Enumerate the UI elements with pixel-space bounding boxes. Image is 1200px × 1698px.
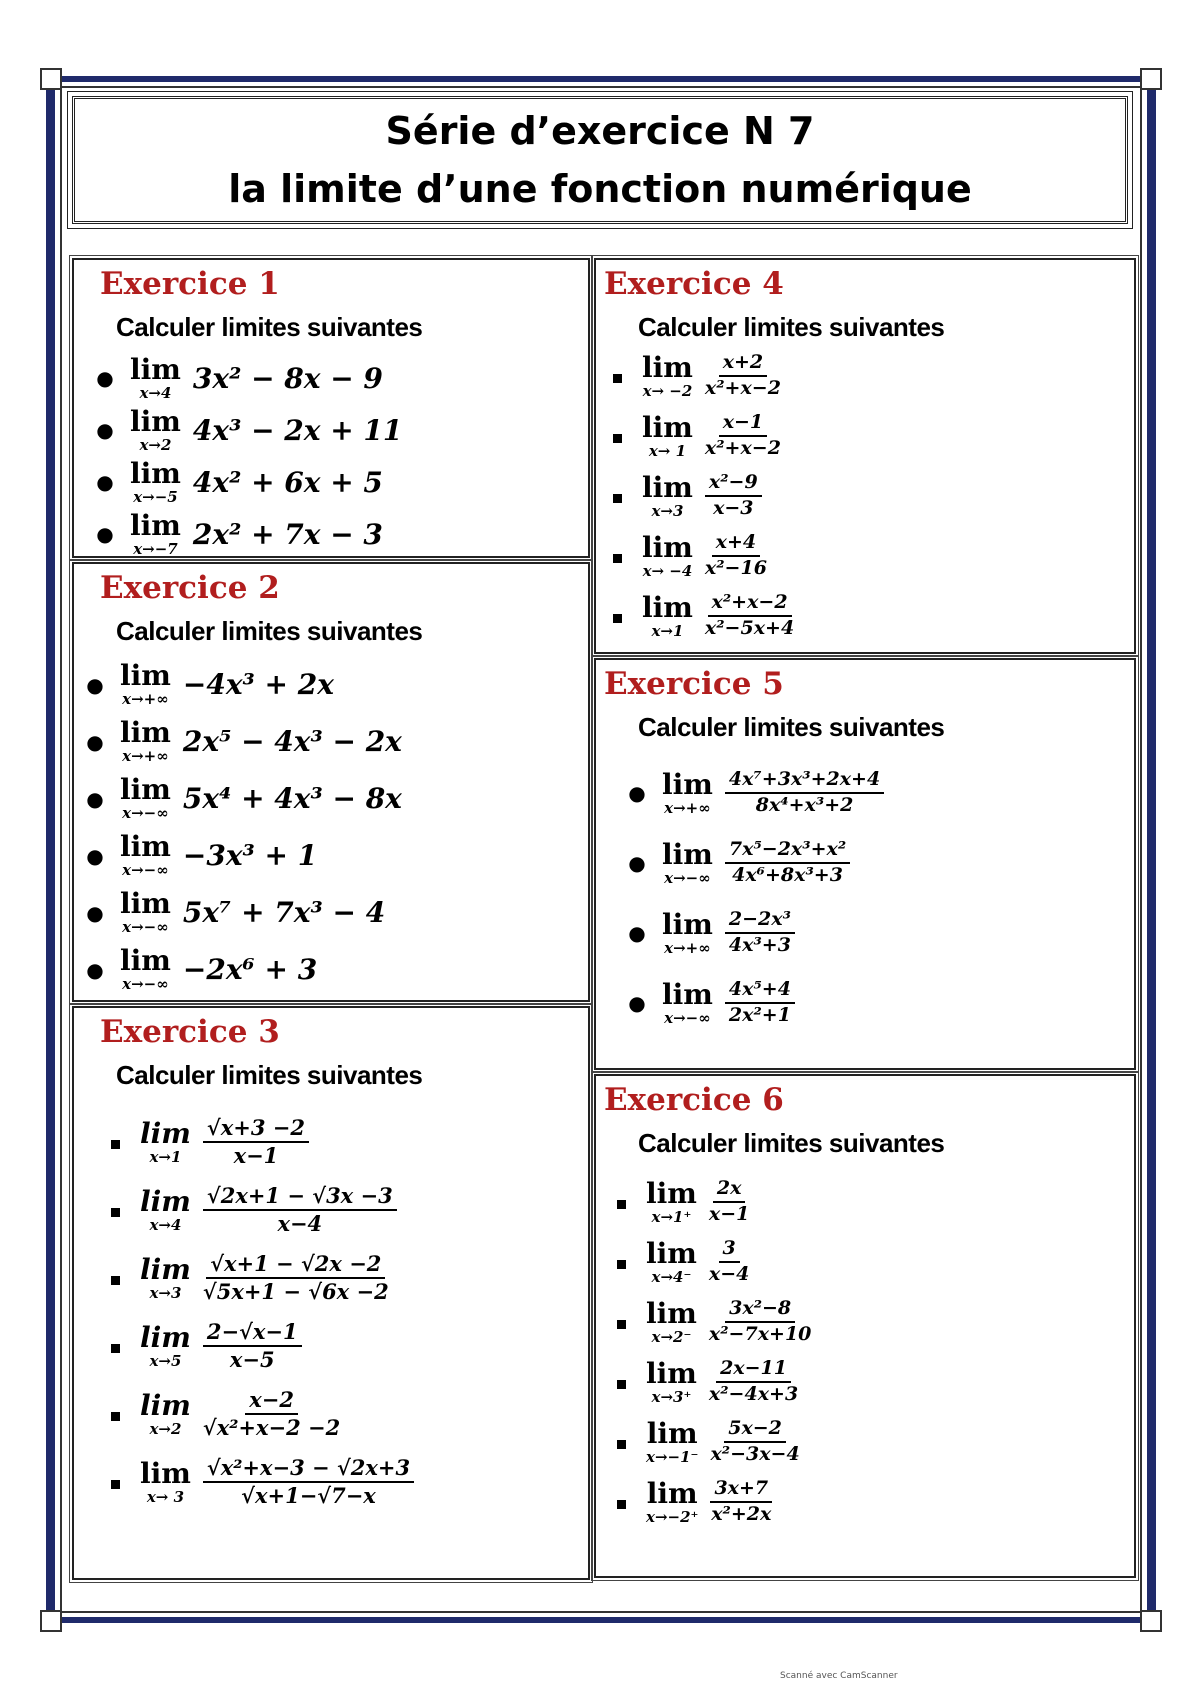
limit-fraction: $\frac{\text{3x²−8}}{\text{x²−7x+10}}$ xyxy=(708,1297,812,1345)
limit-item xyxy=(610,1352,1124,1412)
bullet-icon: ● xyxy=(86,900,104,925)
exercise-instruction: Calculer limites suivantes xyxy=(638,1128,945,1158)
limit-fraction: $\frac{x+2}{\text{x²+x−2}}$ xyxy=(704,351,781,399)
series-subject: la limite d’une fonction numérique xyxy=(228,167,972,211)
lim-operator: lim x→−5 xyxy=(130,456,181,506)
bullet-icon: ● xyxy=(96,522,114,546)
limit-expression: 4x³ − 2x + 11 xyxy=(192,413,403,447)
exercise-instruction: Calculer limites suivantes xyxy=(116,312,423,342)
limit-fraction: $\frac{2-√x-1}{x-5}$ xyxy=(203,1321,302,1371)
limit-item xyxy=(626,968,1124,1038)
series-title: Série d’exercice N 7 xyxy=(385,109,815,153)
exercise-3-box xyxy=(72,1006,590,1580)
exercise-instruction: Calculer limites suivantes xyxy=(116,616,423,646)
limit-fraction: $\frac{2x-11}{\text{x²−4x+3}}$ xyxy=(708,1357,799,1405)
limit-expression: −3x³ + 1 xyxy=(182,839,318,872)
limit-item xyxy=(104,1448,578,1516)
exercise-6-box xyxy=(594,1074,1136,1578)
limit-fraction: $\frac{\text{√x²+x−3 − √2x+3}}{√x+1-√7-x}$ xyxy=(203,1457,414,1507)
bullet-icon xyxy=(606,544,628,568)
exercise-instruction: Calculer limites suivantes xyxy=(638,712,945,742)
bullet-icon: ● xyxy=(628,851,646,875)
lim-operator: lim x→3 xyxy=(642,470,693,520)
lim-operator: lim x→5 xyxy=(140,1320,191,1370)
lim-operator: lim x→−∞ xyxy=(120,944,171,993)
exercise-title: Exercice 4 xyxy=(604,266,784,302)
exercise-instruction: Calculer limites suivantes xyxy=(638,312,945,342)
exercise-4-list xyxy=(606,346,1124,646)
lim-operator: lim x→+∞ xyxy=(120,716,171,765)
limit-expression: −4x³ + 2x xyxy=(182,668,334,701)
bullet-icon xyxy=(610,1430,632,1454)
limit-fraction: $\frac{\text{4x⁵+4}}{\text{2x²+1}}$ xyxy=(725,980,795,1026)
limit-item xyxy=(610,1232,1124,1292)
exercise-title: Exercice 1 xyxy=(100,266,280,302)
lim-operator: lim x→−2⁺ xyxy=(646,1476,699,1526)
corner-ornament xyxy=(1140,68,1162,90)
bullet-icon xyxy=(104,1198,126,1222)
limit-item xyxy=(606,586,1124,646)
limit-item xyxy=(104,1380,578,1448)
limit-item xyxy=(84,713,578,770)
limit-item xyxy=(606,466,1124,526)
limit-item xyxy=(606,346,1124,406)
limit-fraction: $\frac{\text{x²+x−2}}{\text{x²−5x+4}}$ xyxy=(704,591,795,639)
limit-item xyxy=(84,656,578,713)
lim-operator: lim x→−1⁻ xyxy=(646,1416,699,1466)
exercise-3-list xyxy=(104,1108,578,1516)
limit-fraction: $\frac{√2x+1 - √3x -3}{x-4}$ xyxy=(203,1185,397,1235)
scanner-watermark: Scanné avec CamScanner xyxy=(780,1671,898,1681)
limit-expression: −2x⁶ + 3 xyxy=(182,953,318,986)
exercise-title: Exercice 2 xyxy=(100,570,280,606)
corner-ornament xyxy=(40,1610,62,1632)
limit-fraction: $\frac{3x+7}{\text{x²+2x}}$ xyxy=(711,1477,772,1525)
exercise-instruction: Calculer limites suivantes xyxy=(116,1060,423,1090)
lim-operator: lim x→4⁻ xyxy=(646,1236,697,1286)
limit-item xyxy=(94,508,578,560)
limit-item xyxy=(610,1472,1124,1532)
bullet-icon: ● xyxy=(86,786,104,811)
lim-operator: lim x→ 1 xyxy=(642,410,693,460)
limit-item xyxy=(610,1172,1124,1232)
lim-operator: lim x→3⁺ xyxy=(646,1356,697,1406)
exercise-title: Exercice 5 xyxy=(604,666,784,702)
limit-expression: 5x⁷ + 7x³ − 4 xyxy=(182,896,386,929)
limit-expression: 4x² + 6x + 5 xyxy=(192,465,383,499)
limit-item xyxy=(84,884,578,941)
lim-operator: lim x→−∞ xyxy=(662,837,713,887)
lim-operator: lim x→−∞ xyxy=(120,773,171,822)
limit-item xyxy=(94,352,578,404)
bullet-icon xyxy=(610,1310,632,1334)
limit-fraction: $\frac{\text{x²−9}}{x-3}$ xyxy=(705,473,762,519)
exercise-6-list xyxy=(610,1172,1124,1532)
limit-fraction: $\frac{√x+1 - √2x -2}{√5x+1 - √6x -2}$ xyxy=(202,1250,389,1304)
exercise-5-box xyxy=(594,658,1136,1070)
lim-operator: lim x→−∞ xyxy=(120,830,171,879)
bullet-icon xyxy=(104,1130,126,1154)
lim-operator: lim x→2 xyxy=(130,404,181,454)
limit-fraction: $\frac{x-1}{\text{x²+x−2}}$ xyxy=(704,411,781,459)
lim-operator: lim x→+∞ xyxy=(662,767,713,817)
limit-expression: 5x⁴ + 4x³ − 8x xyxy=(182,782,402,815)
limit-item xyxy=(610,1412,1124,1472)
limit-item xyxy=(626,828,1124,898)
limit-fraction: $\frac{5x-2}{\text{x²−3x−4}}$ xyxy=(710,1417,800,1465)
lim-operator: lim x→ 3 xyxy=(140,1456,191,1506)
limit-item xyxy=(84,941,578,998)
limit-fraction: $\frac{x+4}{\text{x²−16}}$ xyxy=(704,531,767,579)
lim-operator: lim x→−∞ xyxy=(662,977,713,1027)
limit-item xyxy=(94,404,578,456)
lim-operator: lim x→+∞ xyxy=(662,907,713,957)
bullet-icon: ● xyxy=(86,957,104,982)
bullet-icon: ● xyxy=(86,672,104,697)
lim-operator: lim x→1 xyxy=(642,590,693,640)
limit-item xyxy=(104,1312,578,1380)
exercise-2-list xyxy=(84,656,578,998)
limit-item xyxy=(84,770,578,827)
bullet-icon xyxy=(104,1402,126,1426)
bullet-icon: ● xyxy=(86,729,104,754)
bullet-icon xyxy=(610,1490,632,1514)
limit-fraction: $\frac{\text{4x⁷+3x³+2x+4}}{\text{8x⁴+x³+2}}$ xyxy=(725,770,884,816)
bullet-icon xyxy=(610,1190,632,1214)
limit-item xyxy=(606,406,1124,466)
limit-expression: 3x² − 8x − 9 xyxy=(192,361,383,395)
lim-operator: lim x→+∞ xyxy=(120,659,171,708)
bullet-icon: ● xyxy=(628,991,646,1015)
lim-operator: lim x→4 xyxy=(140,1184,191,1234)
exercise-4-box xyxy=(594,258,1136,654)
bullet-icon: ● xyxy=(86,843,104,868)
limit-item xyxy=(94,456,578,508)
lim-operator: lim x→ −2 xyxy=(642,350,693,400)
limit-expression: 2x² + 7x − 3 xyxy=(192,517,383,551)
limit-fraction: $\frac{x-2}{\text{√x²+x−2 −2}}$ xyxy=(202,1386,341,1440)
bullet-icon xyxy=(610,1370,632,1394)
bullet-icon: ● xyxy=(628,921,646,945)
limit-fraction: $\frac{2x}{x-1}$ xyxy=(708,1177,750,1225)
limit-fraction: $\frac{\text{2−2x³}}{\text{4x³+3}}$ xyxy=(725,910,795,956)
limit-item xyxy=(606,526,1124,586)
bullet-icon xyxy=(606,604,628,628)
limit-fraction: $\frac{\text{7x⁵−2x³+x²}}{\text{4x⁶+8x³+3}}$ xyxy=(725,840,850,886)
lim-operator: lim x→ −4 xyxy=(642,530,693,580)
exercise-title: Exercice 6 xyxy=(604,1082,784,1118)
corner-ornament xyxy=(1140,1610,1162,1632)
corner-ornament xyxy=(40,68,62,90)
bullet-icon xyxy=(606,364,628,388)
bullet-icon: ● xyxy=(96,418,114,442)
lim-operator: lim x→1⁺ xyxy=(646,1176,697,1226)
lim-operator: lim x→−7 xyxy=(130,508,181,558)
exercise-1-box xyxy=(72,258,590,558)
exercise-title: Exercice 3 xyxy=(100,1014,280,1050)
exercise-5-list xyxy=(626,758,1124,1038)
limit-item xyxy=(610,1292,1124,1352)
lim-operator: lim x→2 xyxy=(140,1388,191,1438)
bullet-icon: ● xyxy=(96,470,114,494)
bullet-icon: ● xyxy=(628,781,646,805)
exercise-1-list xyxy=(94,352,578,560)
limit-item xyxy=(626,758,1124,828)
exercise-2-box xyxy=(72,562,590,1002)
bullet-icon: ● xyxy=(96,366,114,390)
lim-operator: lim x→−∞ xyxy=(120,887,171,936)
lim-operator: lim x→1 xyxy=(140,1116,191,1166)
bullet-icon xyxy=(104,1470,126,1494)
limit-item xyxy=(104,1108,578,1176)
lim-operator: lim x→4 xyxy=(130,352,181,402)
limit-item xyxy=(626,898,1124,968)
bullet-icon xyxy=(104,1266,126,1290)
limit-expression: 2x⁵ − 4x³ − 2x xyxy=(182,725,402,758)
limit-item xyxy=(104,1244,578,1312)
limit-item xyxy=(104,1176,578,1244)
limit-fraction: $\frac{√x+3 -2}{x-1}$ xyxy=(203,1117,309,1167)
title-box xyxy=(72,96,1128,224)
lim-operator: lim x→3 xyxy=(140,1252,191,1302)
bullet-icon xyxy=(606,484,628,508)
bullet-icon xyxy=(606,424,628,448)
bullet-icon xyxy=(610,1250,632,1274)
bullet-icon xyxy=(104,1334,126,1358)
limit-item xyxy=(84,827,578,884)
limit-fraction: $\frac{3}{x-4}$ xyxy=(708,1237,750,1285)
lim-operator: lim x→2⁻ xyxy=(646,1296,697,1346)
